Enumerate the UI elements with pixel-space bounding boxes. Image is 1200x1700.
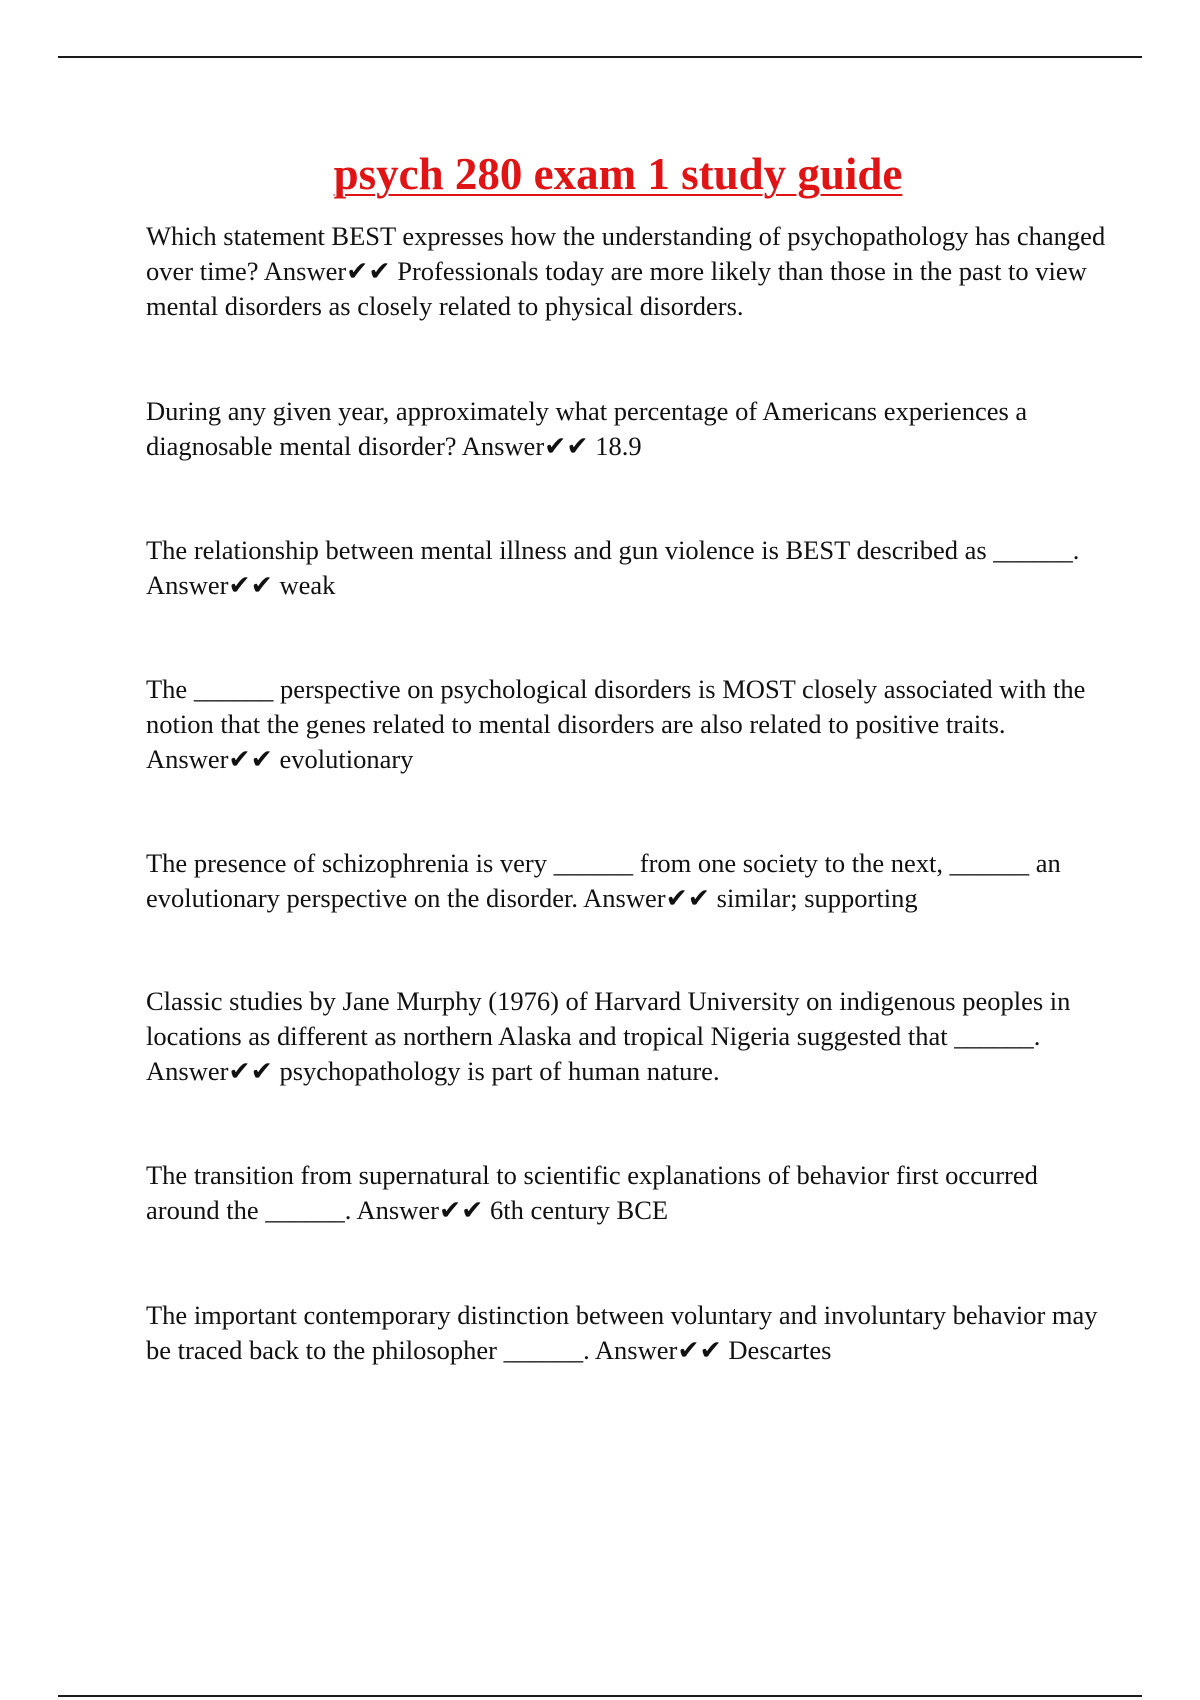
answer-text: 6th century BCE <box>489 1195 669 1225</box>
qa-item <box>146 1298 1106 1368</box>
answer-text: psychopathology is part of human nature. <box>279 1056 720 1086</box>
answer-marker: Answer✔✔ <box>594 1335 722 1365</box>
answer-text: similar; supporting <box>716 883 918 913</box>
qa-item <box>146 1158 1106 1228</box>
answer-marker: Answer✔✔ <box>263 256 391 286</box>
answer-marker: Answer✔✔ <box>356 1195 484 1225</box>
question-text: The important contemporary distinction between voluntary and involuntary behavior may be traced back to the philosopher ______. <box>146 1300 1098 1365</box>
answer-marker: Answer✔✔ <box>146 570 273 600</box>
qa-item <box>146 533 1106 603</box>
question-text: The transition from supernatural to scientific explanations of behavior first occurred around the ______. <box>146 1160 1038 1225</box>
qa-item <box>146 984 1106 1089</box>
qa-item <box>146 846 1106 916</box>
answer-marker: Answer✔✔ <box>146 744 273 774</box>
top-rule <box>58 56 1142 58</box>
answer-text: Descartes <box>728 1335 832 1365</box>
answer-text: evolutionary <box>279 744 414 774</box>
question-text: The relationship between mental illness and gun violence is BEST described as ______. <box>146 535 1080 565</box>
question-text: During any given year, approximately what percentage of Americans experiences a diagnosable mental disorder? <box>146 396 1028 461</box>
qa-item <box>146 394 1106 464</box>
answer-text: weak <box>279 570 336 600</box>
page-title: psych 280 exam 1 study guide <box>333 149 903 199</box>
question-text: Which statement BEST expresses how the understanding of psychopathology has changed over time? <box>146 221 1106 286</box>
answer-marker: Answer✔✔ <box>461 431 589 461</box>
answer-marker: Answer✔✔ <box>583 883 710 913</box>
qa-item <box>146 219 1106 324</box>
answer-text: 18.9 <box>595 431 642 461</box>
answer-marker: Answer✔✔ <box>146 1056 273 1086</box>
question-text: Classic studies by Jane Murphy (1976) of Harvard University on indigenous peoples in locations as different as northern Alaska and tropical Nigeria suggested that ______. <box>146 986 1071 1051</box>
question-text: The ______ perspective on psychological disorders is MOST closely associated with the notion that the genes related to mental disorders are also related to positive traits. <box>146 674 1086 739</box>
answer-text: Professionals today are more likely than those in the past to view mental disorders as closely related to physical disorders. <box>146 256 1087 321</box>
question-text: The presence of schizophrenia is very ______ from one society to the next, ______ an evolutionary perspective on the disorder. <box>146 848 1061 913</box>
qa-item <box>146 672 1106 777</box>
bottom-rule <box>58 1695 1142 1697</box>
